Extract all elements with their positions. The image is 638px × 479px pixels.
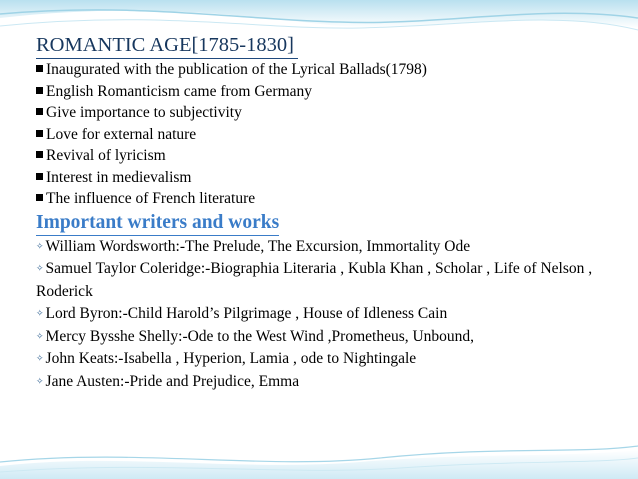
square-bullet-icon xyxy=(36,108,43,115)
work-item-text: John Keats:-Isabella , Hyperion, Lamia , ode to Nightingale xyxy=(45,350,417,367)
list-item-text: Love for external nature xyxy=(46,125,197,143)
list-item-text: Inaugurated with the publication of the Lyrical Ballads(1798) xyxy=(46,61,427,78)
list-item xyxy=(36,303,606,326)
characteristics-list xyxy=(36,59,626,210)
list-item xyxy=(36,326,606,349)
diamond-bullet-icon: ✧ xyxy=(36,376,44,387)
diamond-bullet-icon: ✧ xyxy=(36,354,44,364)
list-item-text: English Romanticism came from Germany xyxy=(46,82,313,100)
list-item xyxy=(36,145,626,167)
list-item xyxy=(36,81,626,103)
slide-title: ROMANTIC AGE[1785-1830] xyxy=(36,32,298,59)
list-item xyxy=(36,348,606,371)
square-bullet-icon xyxy=(36,87,43,94)
diamond-bullet-icon: ✧ xyxy=(36,331,44,342)
list-item xyxy=(36,236,606,259)
square-bullet-icon xyxy=(36,151,43,158)
square-bullet-icon xyxy=(36,65,43,72)
work-item-text: Mercy Bysshe Shelly:-Ode to the West Wind ,Prometheus, Unbound, xyxy=(45,327,475,345)
list-item xyxy=(36,258,606,303)
diamond-bullet-icon: ✧ xyxy=(36,264,44,274)
square-bullet-icon xyxy=(36,130,43,137)
list-item-text: Give importance to subjectivity xyxy=(46,104,242,121)
work-item-text: Jane Austen:-Pride and Prejudice, Emma xyxy=(45,372,300,390)
list-item xyxy=(36,124,626,146)
list-item xyxy=(36,371,606,394)
list-item xyxy=(36,102,626,124)
list-item xyxy=(36,59,626,81)
work-item-text: Samuel Taylor Coleridge:-Biographia Literaria , Kubla Khan , Scholar , Life of Nelson , Roderick xyxy=(36,260,593,300)
diamond-bullet-icon: ✧ xyxy=(36,241,44,252)
slide-content xyxy=(36,32,626,393)
list-item-text: Interest in medievalism xyxy=(46,168,192,186)
list-item-text: The influence of French literature xyxy=(46,190,256,207)
list-item-text: Revival of lyricism xyxy=(46,147,166,164)
square-bullet-icon xyxy=(36,173,43,180)
list-item xyxy=(36,188,626,210)
list-item xyxy=(36,167,626,189)
work-item-text: Lord Byron:-Child Harold’s Pilgrimage , House of Idleness Cain xyxy=(45,305,448,322)
works-list xyxy=(36,236,626,394)
works-heading: Important writers and works xyxy=(36,211,279,236)
square-bullet-icon xyxy=(36,194,43,201)
diamond-bullet-icon: ✧ xyxy=(36,309,44,319)
work-item-text: William Wordsworth:-The Prelude, The Excursion, Immortality Ode xyxy=(45,237,471,255)
